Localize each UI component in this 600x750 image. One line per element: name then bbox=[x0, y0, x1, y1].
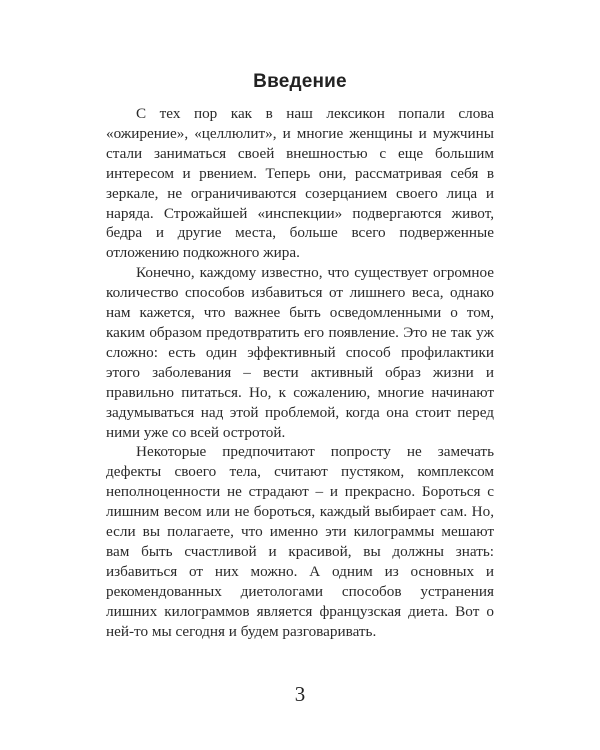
paragraph-2: Конечно, каждому известно, что существует огромное количество способов избавиться от лишнего веса, однако нам кажется, что важнее быть осведомленными о том, каким образом предотвратить его появление. Это не так уж сложно: есть один эффективный способ профилактики этого заболевания – вести активный образ жизни и правильно питаться. Но, к сожалению, многие начинают задумываться над этой проблемой, когда она стоит перед ними уже со всей остротой. bbox=[106, 264, 494, 441]
paragraph-1: С тех пор как в наш лексикон попали слова «ожирение», «целлюлит», и многие женщины и мужчины стали заниматься своей внешностью с еще большим интересом и рвением. Теперь они, рассматривая себя в зеркале, не ограничиваются созерцанием своего лица и наряда. Строжайшей «инспекции» подвергаются живот, бедра и другие места, больше всего подверженные отложению подкожного жира. bbox=[106, 105, 494, 262]
paragraph-3: Некоторые предпочитают попросту не замечать дефекты своего тела, считают пустяком, комплексом неполноценности не страдают – и прекрасно. Бороться с лишним весом или не бороться, каждый выбирает сам. Но, если вы полагаете, что именно эти килограммы мешают вам быть счастливой и красивой, вы должны знать: избавиться от них можно. А одним из основных и рекомендованных диетологами способов устранения лишних килограммов является французская диета. Вот о ней-то мы сегодня и будем разговаривать. bbox=[106, 443, 494, 640]
body-text bbox=[106, 104, 494, 641]
page-number: 3 bbox=[294, 682, 306, 706]
chapter-title: Введение bbox=[253, 71, 347, 92]
